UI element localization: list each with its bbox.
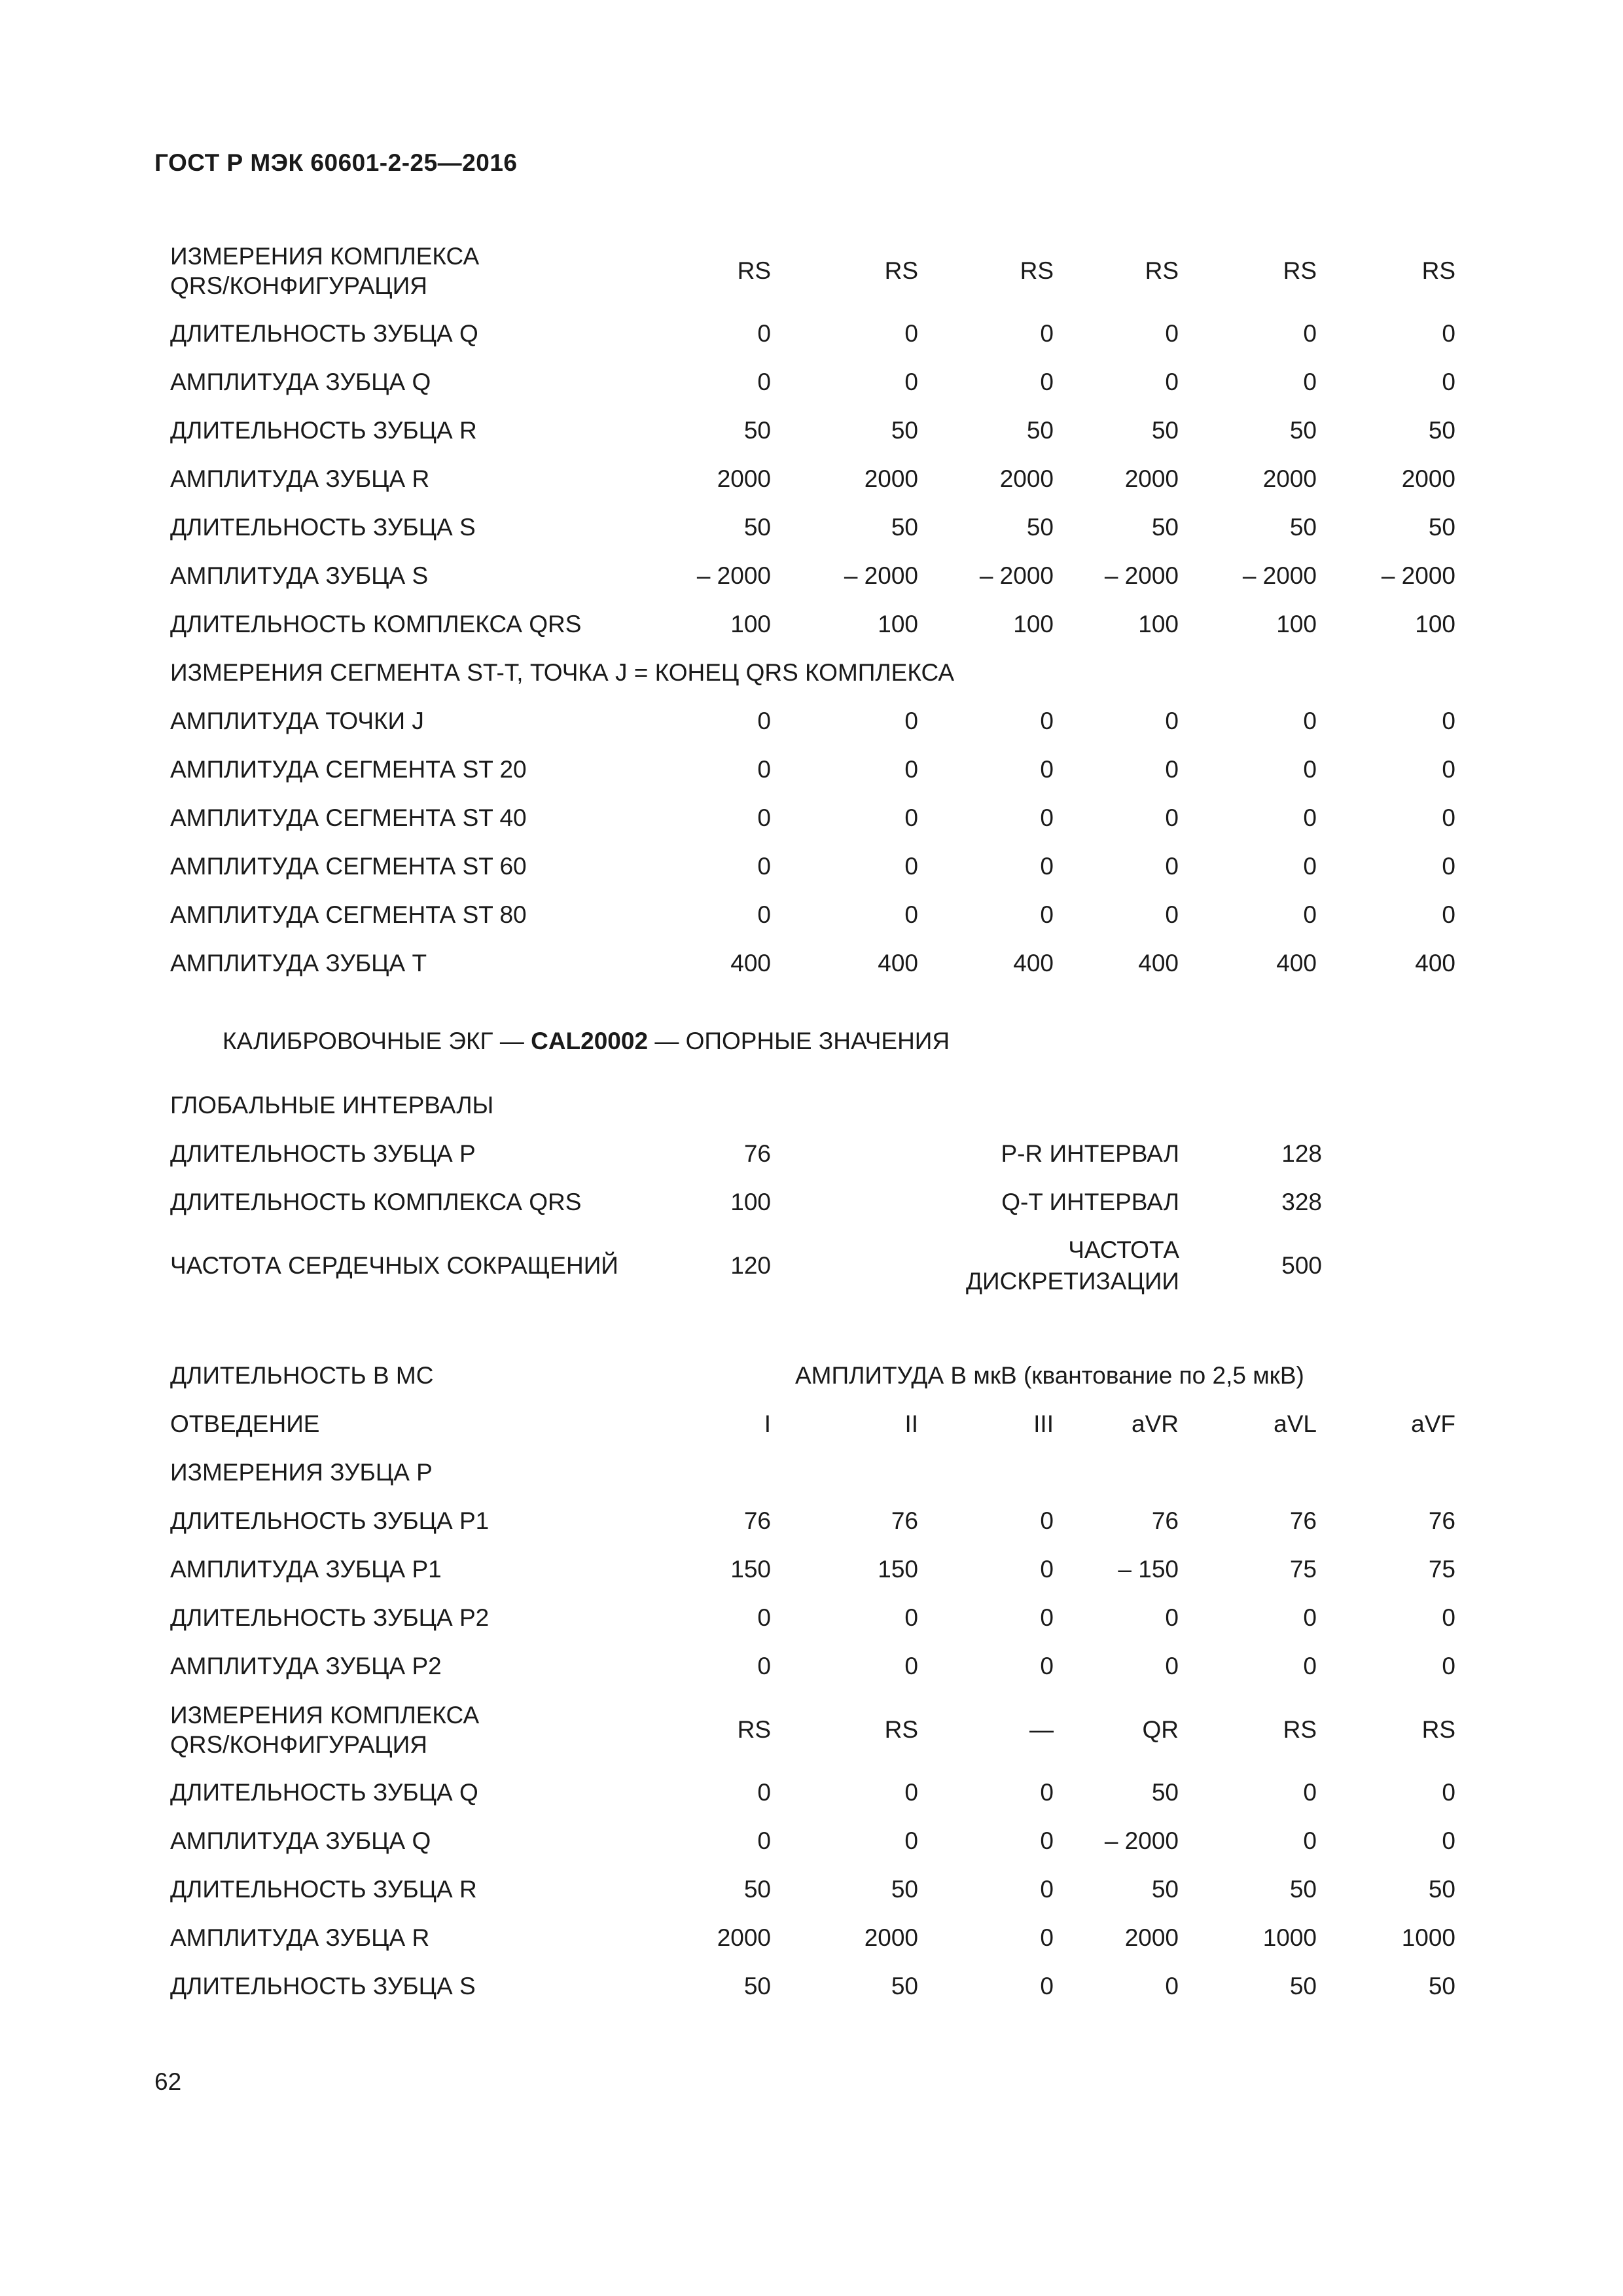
row-label: ДЛИТЕЛЬНОСТЬ ЗУБЦА Q	[170, 1779, 478, 1806]
cell: 0	[1442, 368, 1455, 395]
cell: 0	[757, 1827, 771, 1854]
cell: 0	[1303, 320, 1317, 347]
cell: 76	[743, 1507, 771, 1534]
cell: 0	[1442, 1779, 1455, 1806]
cell: 0	[904, 901, 918, 928]
row-label: АМПЛИТУДА ЗУБЦА R	[170, 1924, 430, 1952]
row-label: АМПЛИТУДА СЕГМЕНТА ST 40	[170, 804, 527, 832]
cell: 400	[1415, 950, 1455, 977]
cell: 0	[904, 1653, 918, 1679]
cell: 100	[730, 1189, 771, 1215]
cell: 76	[1151, 1507, 1179, 1534]
cell: 0	[1303, 1653, 1317, 1679]
section-title: ИЗМЕРЕНИЯ СЕГМЕНТА ST-T, ТОЧКА J = КОНЕЦ QRS КОМПЛЕКСА	[170, 659, 955, 687]
cell: 0	[757, 708, 771, 734]
row-label: ДЛИТЕЛЬНОСТЬ КОМПЛЕКСА QRS	[170, 611, 582, 638]
cell: 50	[1289, 1973, 1317, 2000]
caption-prefix: КАЛИБРОВОЧНЫЕ ЭКГ —	[223, 1028, 531, 1054]
cell: 0	[1303, 901, 1317, 928]
cell: 0	[1040, 1653, 1054, 1679]
table-row	[0, 1642, 1623, 1691]
cell: 0	[1442, 804, 1455, 831]
cell: – 2000	[1242, 562, 1317, 589]
global-row	[0, 1130, 1623, 1178]
cell: 0	[1165, 1604, 1179, 1631]
table-row	[0, 1497, 1623, 1545]
cell: 400	[1138, 950, 1179, 977]
cell: 50	[1026, 514, 1054, 541]
cell: 50	[1289, 1876, 1317, 1903]
row-label: АМПЛИТУДА ЗУБЦА T	[170, 950, 427, 977]
cell: 0	[904, 804, 918, 831]
table-row	[0, 794, 1623, 842]
row-label: ДЛИТЕЛЬНОСТЬ ЗУБЦА P1	[170, 1507, 490, 1535]
row-label: АМПЛИТУДА СЕГМЕНТА ST 80	[170, 901, 527, 929]
column-header: aVL	[1274, 1410, 1317, 1437]
cell: 50	[743, 1973, 771, 2000]
table-row	[0, 1914, 1623, 1962]
cell: 50	[1428, 1876, 1455, 1903]
cell: 50	[891, 1973, 918, 2000]
cell: 50	[1151, 417, 1179, 444]
table-row	[0, 939, 1623, 988]
cell: 0	[904, 756, 918, 783]
cell: 0	[1303, 804, 1317, 831]
table-row	[0, 406, 1623, 455]
cell: 0	[1040, 1556, 1054, 1583]
table-row	[0, 1817, 1623, 1865]
cell: 0	[1040, 320, 1054, 347]
cell: RS	[737, 1716, 771, 1743]
cell: 0	[1165, 853, 1179, 880]
table-row	[0, 503, 1623, 552]
table-row	[0, 600, 1623, 649]
cell: 75	[1428, 1556, 1455, 1583]
cell: 50	[743, 417, 771, 444]
table1-qrs-config-row	[0, 238, 1623, 304]
cell: 0	[904, 320, 918, 347]
cell: 400	[1013, 950, 1054, 977]
row-label: АМПЛИТУДА СЕГМЕНТА ST 60	[170, 853, 527, 880]
cell: 0	[1165, 708, 1179, 734]
cell: 1000	[1401, 1924, 1455, 1951]
units-row	[0, 1352, 1623, 1400]
row-label: АМПЛИТУДА ЗУБЦА P1	[170, 1556, 442, 1583]
cell: 0	[904, 1604, 918, 1631]
cell: 76	[743, 1140, 771, 1167]
column-header: II	[904, 1410, 918, 1437]
cell: RS	[884, 257, 918, 284]
cell: 150	[730, 1556, 771, 1583]
cell: 50	[1026, 417, 1054, 444]
cell: – 150	[1118, 1556, 1179, 1583]
cell: RS	[1421, 1716, 1455, 1743]
cell: 100	[1276, 611, 1317, 637]
cell: 0	[1040, 804, 1054, 831]
table-row	[0, 455, 1623, 503]
cell: 0	[757, 756, 771, 783]
row-label: АМПЛИТУДА ЗУБЦА P2	[170, 1653, 442, 1680]
cell: 2000	[1124, 1924, 1179, 1951]
cell: RS	[737, 257, 771, 284]
cell: 0	[904, 1779, 918, 1806]
cell: 0	[1303, 853, 1317, 880]
cell: 100	[730, 611, 771, 637]
row-label: ДЛИТЕЛЬНОСТЬ ЗУБЦА R	[170, 417, 477, 444]
row-label: АМПЛИТУДА ЗУБЦА S	[170, 562, 429, 590]
cell: 0	[904, 1827, 918, 1854]
cell: 0	[1165, 1653, 1179, 1679]
cell: 100	[1138, 611, 1179, 637]
cell: 0	[1442, 320, 1455, 347]
cell: 0	[1165, 756, 1179, 783]
table-row	[0, 358, 1623, 406]
cell: 0	[1303, 708, 1317, 734]
cell: 0	[1442, 1653, 1455, 1679]
row-label: ДЛИТЕЛЬНОСТЬ ЗУБЦА S	[170, 514, 476, 541]
duration-units-label: ДЛИТЕЛЬНОСТЬ В МС	[170, 1362, 434, 1390]
table-row	[0, 1545, 1623, 1594]
cell: – 2000	[1104, 562, 1179, 589]
cell: 50	[1428, 1973, 1455, 2000]
cell: 0	[757, 853, 771, 880]
column-header: aVR	[1132, 1410, 1179, 1437]
row-label: АМПЛИТУДА СЕГМЕНТА ST 20	[170, 756, 527, 783]
cell: 0	[1040, 368, 1054, 395]
cell: 0	[1040, 1827, 1054, 1854]
cell: RS	[1020, 257, 1054, 284]
cell: 50	[1151, 1876, 1179, 1903]
section-title: ИЗМЕРЕНИЯ ЗУБЦА P	[170, 1459, 433, 1486]
p-section-heading	[0, 1448, 1623, 1497]
cell: 50	[1289, 514, 1317, 541]
row-label: АМПЛИТУДА ЗУБЦА Q	[170, 1827, 431, 1855]
cell: 76	[1428, 1507, 1455, 1534]
cell: 150	[878, 1556, 918, 1583]
cell: 0	[757, 1779, 771, 1806]
table2-qrs-config-row	[0, 1697, 1623, 1763]
cell: 0	[1303, 756, 1317, 783]
row-label-secondary: Q-T ИНТЕРВАЛ	[1001, 1188, 1179, 1215]
cell: 0	[1303, 1779, 1317, 1806]
cell: 0	[1303, 1827, 1317, 1854]
cell: 76	[891, 1507, 918, 1534]
cell: 0	[1442, 756, 1455, 783]
cell: – 2000	[1104, 1827, 1179, 1854]
cell: 0	[904, 368, 918, 395]
cell: 2000	[1401, 465, 1455, 492]
cell: 2000	[1262, 465, 1317, 492]
row-label-secondary: P-R ИНТЕРВАЛ	[1001, 1139, 1179, 1167]
cell: 50	[1151, 1779, 1179, 1806]
cell: 76	[1289, 1507, 1317, 1534]
cell: 0	[1040, 756, 1054, 783]
global-section-heading	[0, 1081, 1623, 1130]
row-label-secondary: ЧАСТОТА ДИСКРЕТИЗАЦИИ	[965, 1236, 1179, 1295]
cell: RS	[884, 1716, 918, 1743]
cell: 0	[1165, 320, 1179, 347]
row-label: ЧАСТОТА СЕРДЕЧНЫХ СОКРАЩЕНИЙ	[170, 1252, 618, 1280]
document-header: ГОСТ Р МЭК 60601-2-25—2016	[154, 149, 518, 176]
cell: 50	[891, 417, 918, 444]
section-title: ГЛОБАЛЬНЫЕ ИНТЕРВАЛЫ	[170, 1092, 494, 1119]
cell: 400	[1276, 950, 1317, 977]
cell: 0	[1165, 901, 1179, 928]
cell: 0	[1040, 1507, 1054, 1534]
cell: 0	[757, 804, 771, 831]
cell: 75	[1289, 1556, 1317, 1583]
cell: 0	[1040, 1924, 1054, 1951]
cell: 100	[878, 611, 918, 637]
cell: 50	[891, 514, 918, 541]
table-row	[0, 891, 1623, 939]
cell: RS	[1283, 257, 1317, 284]
row-label: ДЛИТЕЛЬНОСТЬ ЗУБЦА P	[170, 1140, 476, 1168]
caption-code: CAL20002	[531, 1028, 649, 1054]
cell: 0	[1040, 1973, 1054, 2000]
row-label: ДЛИТЕЛЬНОСТЬ ЗУБЦА P2	[170, 1604, 490, 1632]
cell: 0	[1165, 804, 1179, 831]
cell: 2000	[717, 1924, 771, 1951]
table-row	[0, 1865, 1623, 1914]
cell: 0	[1165, 368, 1179, 395]
cell: 0	[1040, 901, 1054, 928]
cell: 0	[757, 1604, 771, 1631]
global-row	[0, 1233, 1623, 1299]
cell: —	[1029, 1716, 1054, 1743]
cell: 50	[1151, 514, 1179, 541]
table-row	[0, 745, 1623, 794]
cell: – 2000	[979, 562, 1054, 589]
row-label: ИЗМЕРЕНИЯ КОМПЛЕКСА QRS/КОНФИГУРАЦИЯ	[170, 1701, 480, 1758]
cell: 0	[1040, 1604, 1054, 1631]
cell: 50	[891, 1876, 918, 1903]
amplitude-units-label: АМПЛИТУДА В мкВ (квантование по 2,5 мкВ)	[795, 1362, 1304, 1389]
cell: 0	[1040, 1876, 1054, 1903]
table-caption	[223, 1028, 950, 1055]
cell: 100	[1013, 611, 1054, 637]
cell: 0	[1040, 708, 1054, 734]
cell-secondary: 128	[1281, 1140, 1322, 1167]
cell: RS	[1145, 257, 1179, 284]
table-row	[0, 1962, 1623, 2011]
cell: 400	[730, 950, 771, 977]
cell: 0	[904, 708, 918, 734]
cell: 2000	[999, 465, 1054, 492]
cell: – 2000	[844, 562, 918, 589]
row-label: ДЛИТЕЛЬНОСТЬ ЗУБЦА S	[170, 1973, 476, 2000]
cell: 2000	[864, 465, 918, 492]
cell: 50	[743, 1876, 771, 1903]
column-header: I	[764, 1410, 771, 1437]
cell: QR	[1142, 1716, 1179, 1743]
global-row	[0, 1178, 1623, 1227]
cell: 0	[757, 1653, 771, 1679]
row-label: АМПЛИТУДА ЗУБЦА Q	[170, 368, 431, 396]
cell: 50	[1289, 417, 1317, 444]
cell: – 2000	[1381, 562, 1455, 589]
cell: 0	[757, 320, 771, 347]
table-row	[0, 842, 1623, 891]
cell: 0	[1165, 1973, 1179, 2000]
cell: 0	[757, 368, 771, 395]
cell: 0	[904, 853, 918, 880]
cell: 2000	[717, 465, 771, 492]
row-label: ИЗМЕРЕНИЯ КОМПЛЕКСА QRS/КОНФИГУРАЦИЯ	[170, 242, 480, 299]
table-row	[0, 310, 1623, 358]
row-label: ДЛИТЕЛЬНОСТЬ КОМПЛЕКСА QRS	[170, 1189, 582, 1216]
cell: 1000	[1262, 1924, 1317, 1951]
table-row	[0, 697, 1623, 745]
cell: 0	[1303, 1604, 1317, 1631]
cell: 400	[878, 950, 918, 977]
st-section-heading	[0, 649, 1623, 697]
cell: 0	[1040, 853, 1054, 880]
cell: 0	[1442, 853, 1455, 880]
cell: 50	[743, 514, 771, 541]
cell: 0	[1442, 1604, 1455, 1631]
column-header: III	[1033, 1410, 1054, 1437]
caption-suffix: — ОПОРНЫЕ ЗНАЧЕНИЯ	[648, 1028, 950, 1054]
table-row	[0, 1768, 1623, 1817]
cell: RS	[1421, 257, 1455, 284]
cell: 2000	[864, 1924, 918, 1951]
cell: 50	[1428, 514, 1455, 541]
lead-header-row	[0, 1400, 1623, 1448]
cell: 0	[1442, 1827, 1455, 1854]
cell: – 2000	[696, 562, 771, 589]
table-row	[0, 1594, 1623, 1642]
row-label: АМПЛИТУДА ТОЧКИ J	[170, 708, 424, 735]
cell: 0	[1303, 368, 1317, 395]
row-label: ДЛИТЕЛЬНОСТЬ ЗУБЦА Q	[170, 320, 478, 348]
cell: 0	[1442, 708, 1455, 734]
page-number: 62	[154, 2068, 182, 2095]
row-label: АМПЛИТУДА ЗУБЦА R	[170, 465, 430, 493]
table-row	[0, 552, 1623, 600]
cell: 50	[1428, 417, 1455, 444]
cell: 0	[1040, 1779, 1054, 1806]
row-label: ДЛИТЕЛЬНОСТЬ ЗУБЦА R	[170, 1876, 477, 1903]
cell-secondary: 328	[1281, 1189, 1322, 1215]
column-header: aVF	[1411, 1410, 1455, 1437]
cell: 120	[730, 1252, 771, 1279]
cell: RS	[1283, 1716, 1317, 1743]
cell-secondary: 500	[1281, 1252, 1322, 1279]
cell: 0	[757, 901, 771, 928]
lead-label: ОТВЕДЕНИЕ	[170, 1410, 320, 1438]
cell: 100	[1415, 611, 1455, 637]
cell: 0	[1442, 901, 1455, 928]
cell: 2000	[1124, 465, 1179, 492]
